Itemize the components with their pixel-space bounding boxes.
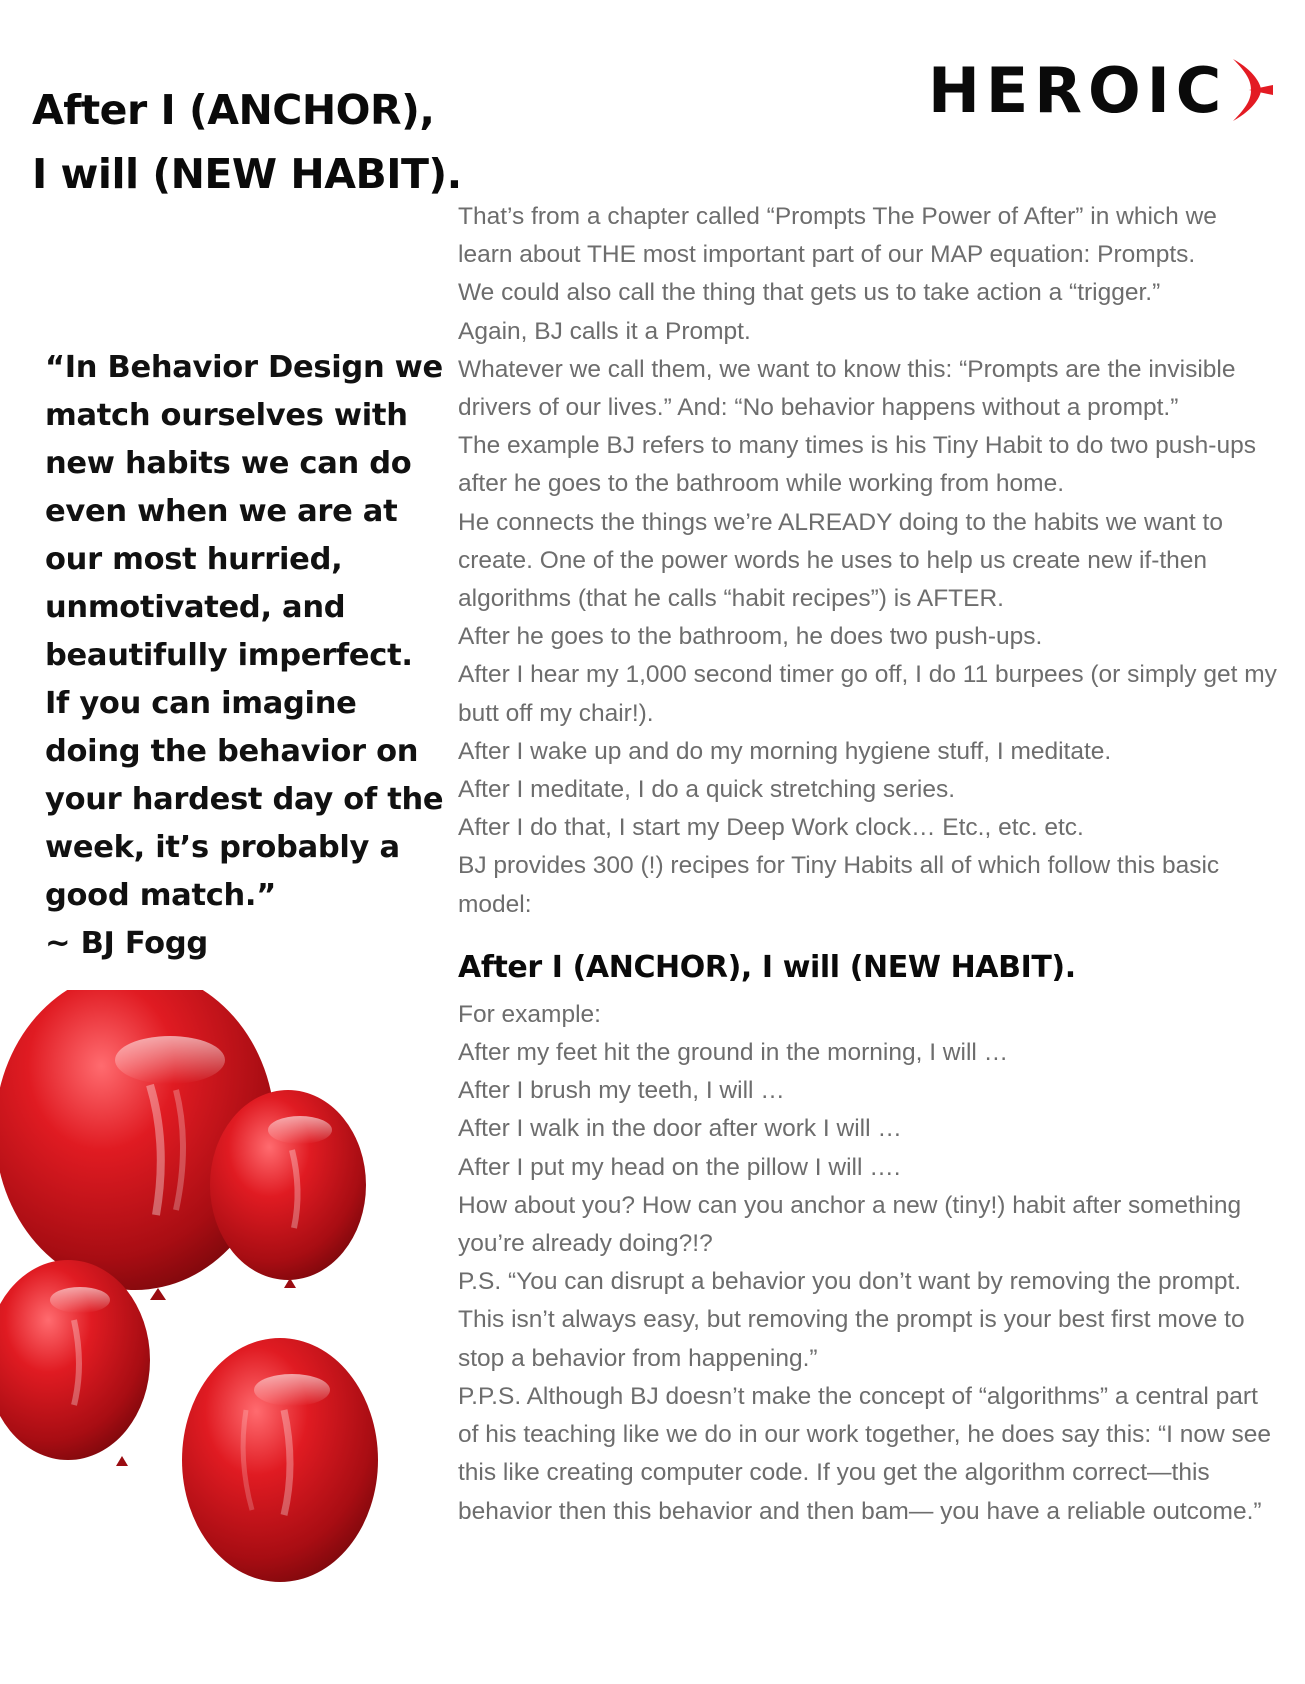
body-paragraph: He connects the things we’re ALREADY doing to the habits we want to create. One of the power words he uses to help us create new if-then algorithms (that he calls “habit recipes”) is AFTER.	[458, 508, 1223, 613]
heroic-logo	[928, 48, 1273, 132]
formula-heading: After I (ANCHOR), I will (NEW HABIT).	[458, 949, 1076, 985]
title-line-1: After I (ANCHOR),	[32, 86, 435, 134]
body-paragraph: After I hear my 1,000 second timer go off, I do 11 burpees (or simply get my butt off my chair!).	[458, 661, 1277, 727]
balloon-bottom-left	[0, 1260, 150, 1466]
body-paragraph: Whatever we call them, we want to know this: “Prompts are the invisible drivers of our lives.” And: “No behavior happens without a prompt.”	[458, 355, 1236, 422]
balloon-bottom-right	[182, 1338, 378, 1582]
body-paragraph: After I put my head on the pillow I will ….	[458, 1153, 901, 1181]
arrow-swoosh-icon	[1229, 55, 1273, 125]
body-paragraph: P.P.S. Although BJ doesn’t make the concept of “algorithms” a central part of his teaching like we do in our work together, he does say this: “I now see this like creating computer code. If you get the algorithm correct—this behavior then this behavior and then bam— you have a reliable outcome.”	[458, 1382, 1272, 1525]
pull-quote	[45, 344, 445, 968]
body-paragraph: After he goes to the bathroom, he does two push-ups.	[458, 623, 1043, 651]
body-paragraph: After my feet hit the ground in the morning, I will …	[458, 1039, 1009, 1067]
red-balloons-icon	[0, 990, 400, 1684]
quote-author: ~ BJ Fogg	[45, 926, 208, 961]
body-paragraph: After I meditate, I do a quick stretching series.	[458, 776, 956, 804]
body-paragraph: Again, BJ calls it a Prompt.	[458, 317, 751, 345]
page-title	[32, 78, 552, 206]
article-body	[458, 198, 1278, 1531]
body-paragraph: After I do that, I start my Deep Work clock… Etc., etc. etc.	[458, 814, 1084, 842]
logo-wordmark: HEROIC	[928, 53, 1228, 127]
body-paragraph: After I walk in the door after work I will …	[458, 1115, 902, 1143]
body-paragraph: How about you? How can you anchor a new (tiny!) habit after something you’re already doing?!?	[458, 1191, 1242, 1258]
body-paragraph: That’s from a chapter called “Prompts The Power of After” in which we learn about THE most important part of our MAP equation: Prompts.	[458, 203, 1217, 269]
body-paragraph: After I brush my teeth, I will …	[458, 1077, 785, 1105]
body-paragraph: The example BJ refers to many times is his Tiny Habit to do two push-ups after he goes to the bathroom while working from home.	[458, 432, 1256, 498]
title-line-2: I will (NEW HABIT).	[32, 150, 462, 198]
body-paragraph: BJ provides 300 (!) recipes for Tiny Habits all of which follow this basic model:	[458, 852, 1220, 918]
body-paragraph: P.S. “You can disrupt a behavior you don’t want by removing the prompt. This isn’t always easy, but removing the prompt is your best first move to stop a behavior from happening.”	[458, 1268, 1245, 1372]
balloon-small-right	[210, 1090, 366, 1288]
quote-text: “In Behavior Design we match ourselves with new habits we can do even when we are at our most hurried, unmotivated, and beautifully imperfect. If you can imagine doing the behavior on your hardest day of the week, it’s probably a good match.”	[45, 350, 444, 913]
body-paragraph: We could also call the thing that gets us to take action a “trigger.”	[458, 279, 1161, 307]
body-paragraph: After I wake up and do my morning hygiene stuff, I meditate.	[458, 737, 1112, 765]
body-paragraph: For example:	[458, 1000, 601, 1028]
